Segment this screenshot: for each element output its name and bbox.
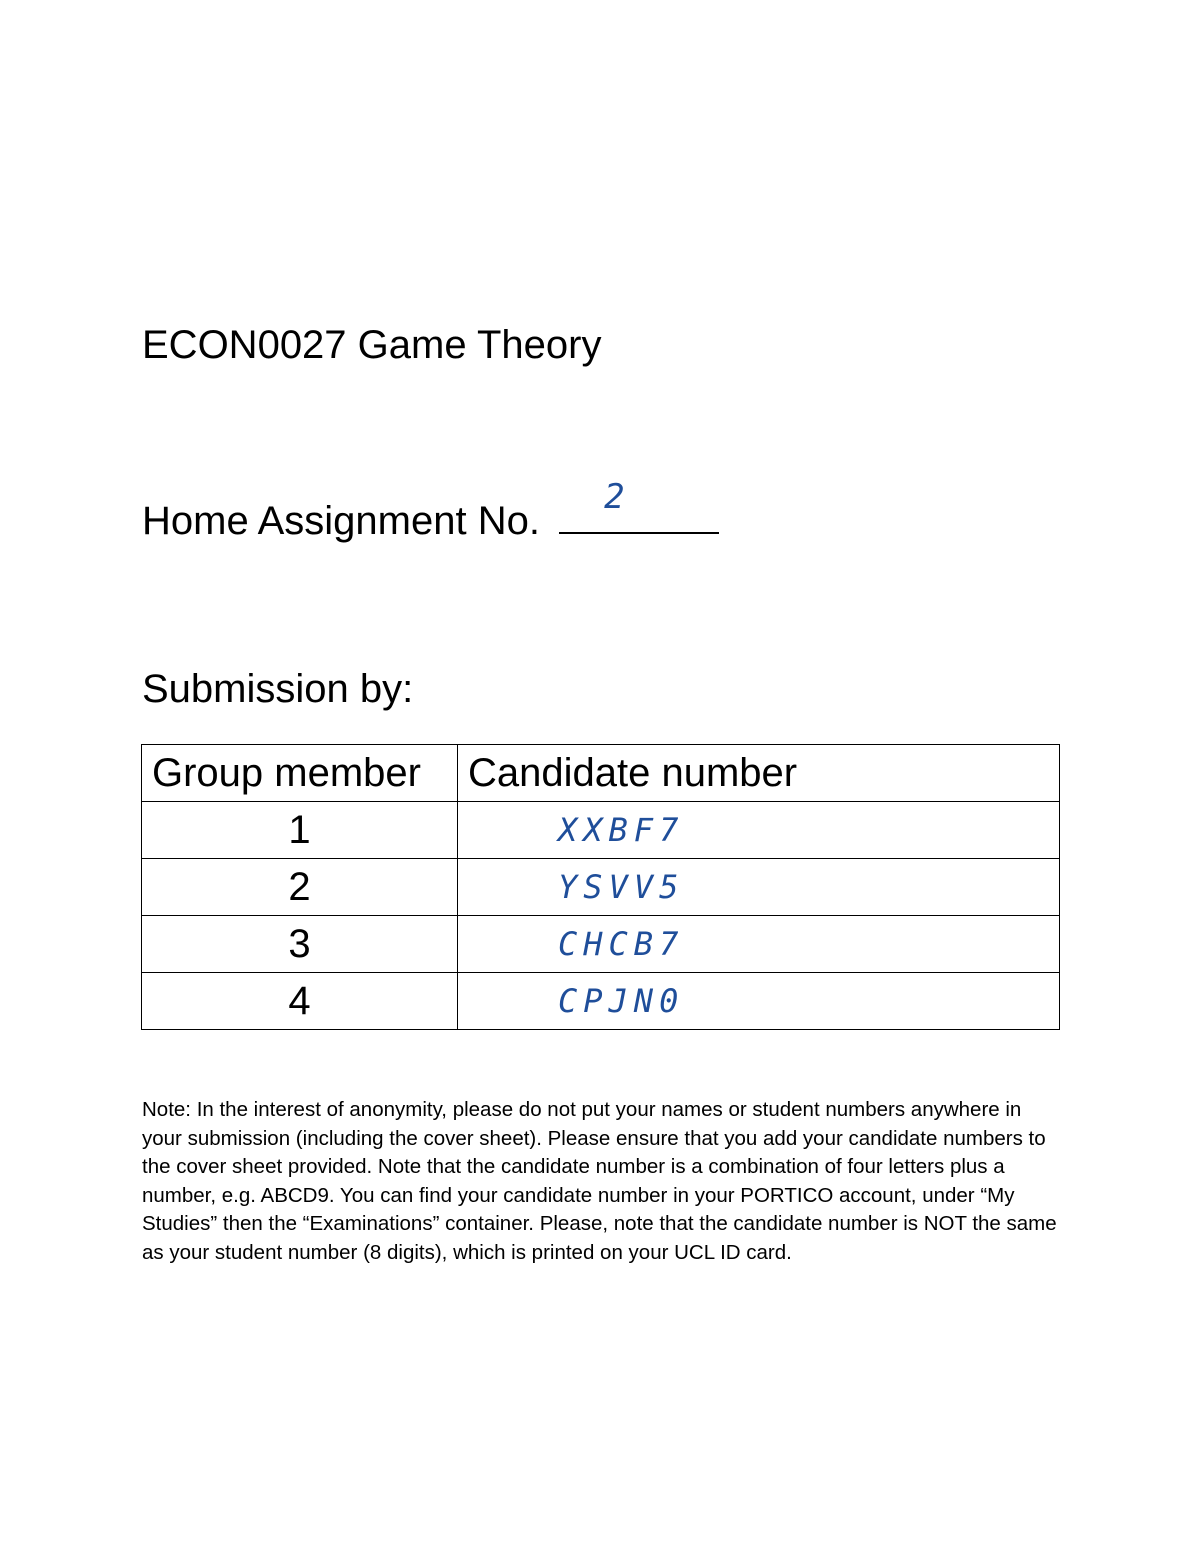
header-group-member: Group member — [142, 745, 458, 802]
member-number: 2 — [142, 859, 458, 916]
candidate-number: XXBF7 — [458, 802, 1060, 859]
header-candidate-number: Candidate number — [458, 745, 1060, 802]
table-row — [142, 802, 1060, 859]
candidate-number: CHCB7 — [458, 916, 1060, 973]
table-row — [142, 916, 1060, 973]
submission-label: Submission by: — [142, 667, 414, 711]
member-number: 3 — [142, 916, 458, 973]
table-header-row — [142, 745, 1060, 802]
table-row — [142, 859, 1060, 916]
assignment-number: 2 — [604, 477, 625, 517]
course-title: ECON0027 Game Theory — [142, 323, 602, 367]
assignment-line — [142, 477, 719, 546]
candidate-number: CPJN0 — [458, 973, 1060, 1030]
member-number: 4 — [142, 973, 458, 1030]
group-members-table — [141, 744, 1060, 1030]
assignment-blank — [559, 477, 719, 534]
table-row — [142, 973, 1060, 1030]
member-number: 1 — [142, 802, 458, 859]
anonymity-note: Note: In the interest of anonymity, please do not put your names or student numbers anywhere in your submission (including the cover sheet). Please ensure that you add your candidate numbers to the cover sheet provided. Note that the candidate number is a combination of four letters plus a number, e.g. ABCD9. You can find your candidate number in your PORTICO account, under “My Studies” then the “Examinations” container. Please, note that the candidate number is NOT the same as your student number (8 digits), which is printed on your UCL ID card. — [142, 1098, 1057, 1264]
candidate-number: YSVV5 — [458, 859, 1060, 916]
assignment-label: Home Assignment No. — [142, 499, 540, 543]
